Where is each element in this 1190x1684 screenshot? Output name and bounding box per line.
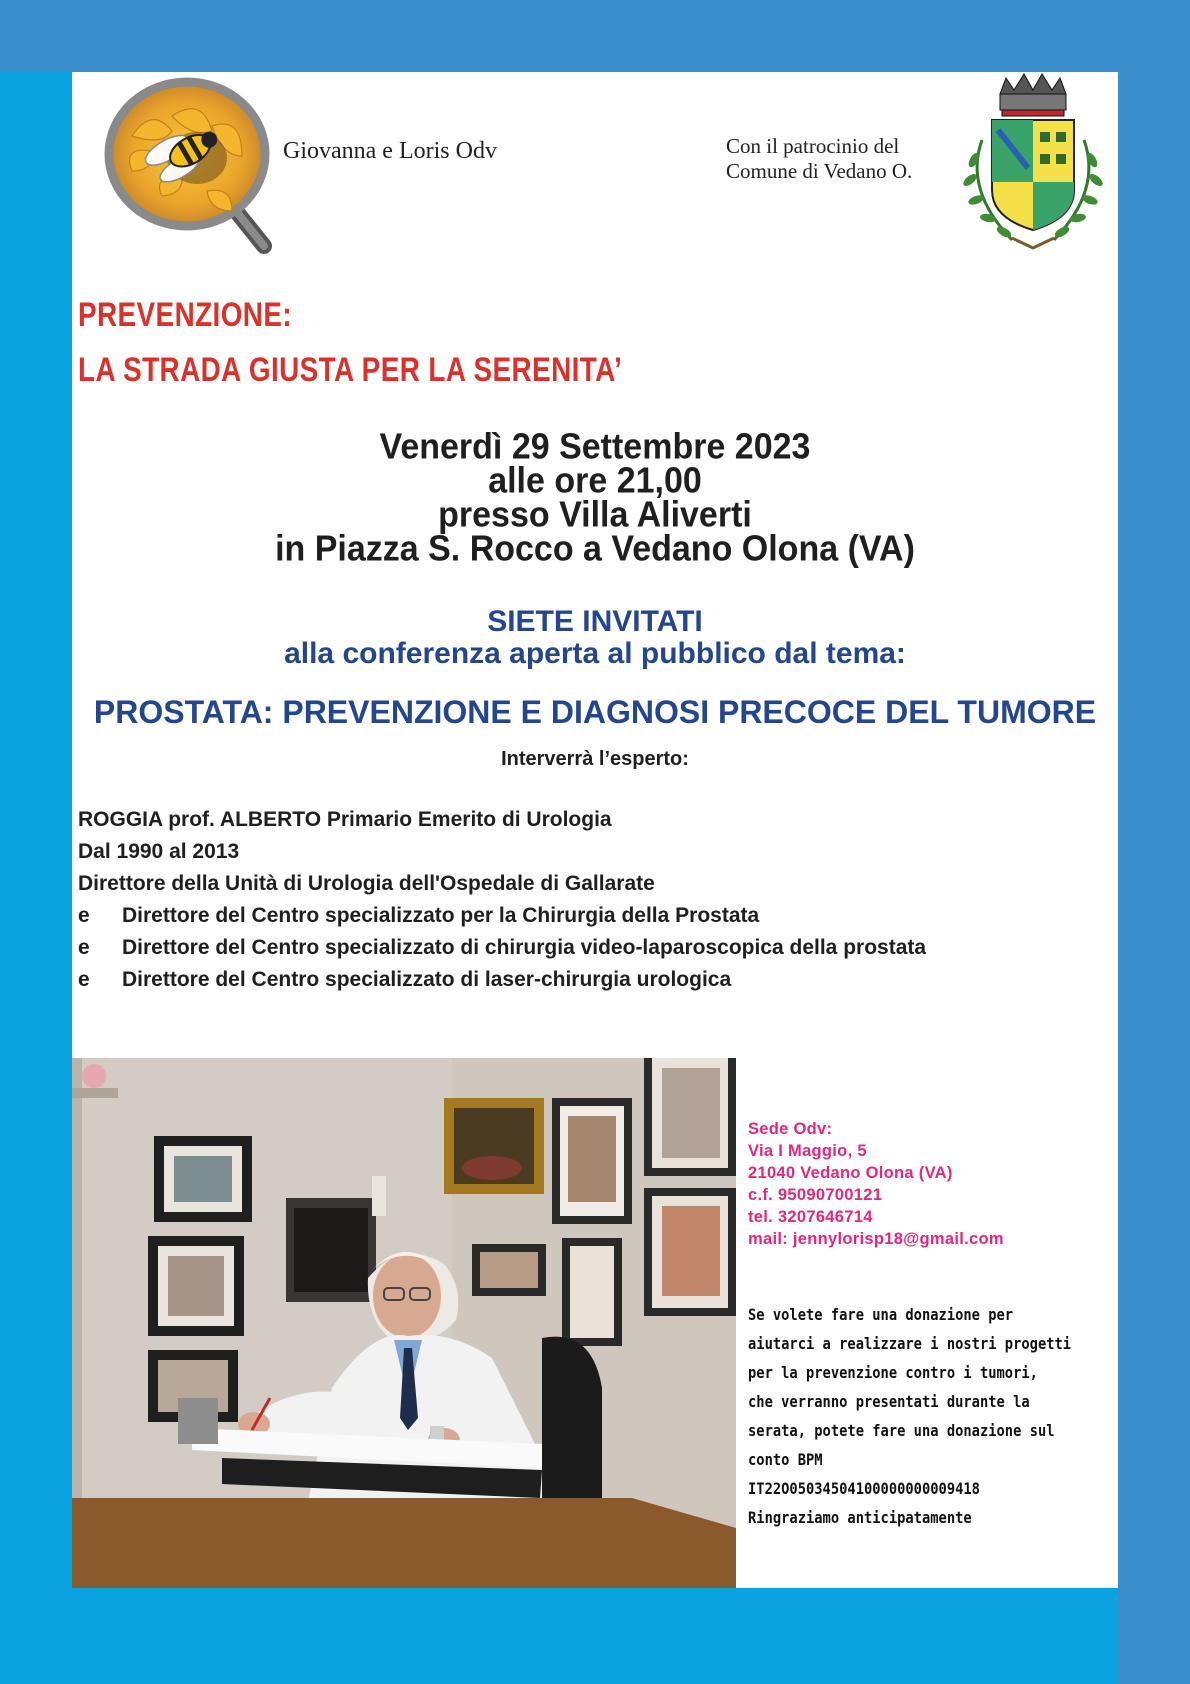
sede-line: c.f. 95090700121 xyxy=(748,1186,883,1204)
bio-bullet-text: Direttore del Centro specializzato di laser-chirurgia urologica xyxy=(122,968,732,991)
donation-line: che verranno presentati durante la xyxy=(748,1392,1030,1411)
sede-line: tel. 3207646714 xyxy=(748,1208,873,1226)
invite-line-2: alla conferenza aperta al pubblico dal tema: xyxy=(284,637,906,670)
frame-top-band xyxy=(0,0,1190,72)
sede-line: 21040 Vedano Olona (VA) xyxy=(748,1164,953,1182)
magnifier-bee-logo-icon xyxy=(92,76,292,266)
bio-bullet-text: Direttore del Centro specializzato per la Chirurgia della Prostata xyxy=(122,904,760,927)
event-venue: presso Villa Aliverti xyxy=(438,495,752,535)
bio-line: Dal 1990 al 2013 xyxy=(78,840,240,863)
event-date: Venerdì 29 Settembre 2023 xyxy=(379,427,811,467)
donation-line: Ringraziamo anticipatamente xyxy=(748,1508,972,1527)
event-time: alle ore 21,00 xyxy=(488,461,702,501)
sede-info xyxy=(748,1118,1004,1250)
headline-line-2: LA STRADA GIUSTA PER LA SERENITA’ xyxy=(78,351,623,389)
donation-line: per la prevenzione contro i tumori, xyxy=(748,1363,1038,1382)
donation-line: aiutarci a realizzare i nostri progetti xyxy=(748,1334,1072,1353)
event-info xyxy=(72,427,1118,569)
bio-bullet-item xyxy=(78,932,926,964)
donation-line: conto BPM xyxy=(748,1450,823,1469)
patronage-text xyxy=(726,134,912,184)
bio-line: Direttore della Unità di Urologia dell'Ospedale di Gallarate xyxy=(78,872,655,895)
comune-crest-icon xyxy=(952,72,1114,256)
sede-line: Sede Odv: xyxy=(748,1120,833,1138)
conference-topic: PROSTATA: PREVENZIONE E DIAGNOSI PRECOCE DEL TUMORE xyxy=(93,694,1097,730)
flyer-page xyxy=(72,72,1118,1588)
bio-bullet-text: Direttore del Centro specializzato di chirurgia video-laparoscopica della prostata xyxy=(122,936,927,959)
headline xyxy=(78,288,622,398)
event-address: in Piazza S. Rocco a Vedano Olona (VA) xyxy=(275,529,915,569)
bullet-marker: e xyxy=(78,968,90,991)
expert-bio xyxy=(78,804,926,996)
doctor-photo-icon xyxy=(72,1058,736,1588)
donation-iban: IT22O05034504100000000009418 xyxy=(748,1479,980,1498)
bullet-marker: e xyxy=(78,936,90,959)
donation-info xyxy=(748,1300,1072,1532)
frame-right-band xyxy=(1118,0,1190,1684)
donation-line: Se volete fare una donazione per xyxy=(748,1305,1014,1324)
headline-line-1: PREVENZIONE: xyxy=(78,296,293,334)
patronage-line-1: Con il patrocinio del xyxy=(726,134,900,158)
sede-email: mail: jennylorisp18@gmail.com xyxy=(748,1230,1004,1248)
org-name: Giovanna e Loris Odv xyxy=(283,138,497,164)
bio-line: ROGGIA prof. ALBERTO Primario Emerito di Urologia xyxy=(78,808,612,831)
patronage-line-2: Comune di Vedano O. xyxy=(726,159,913,183)
bullet-marker: e xyxy=(78,904,90,927)
donation-line: serata, potete fare una donazione sul xyxy=(748,1421,1055,1440)
sede-line: Via I Maggio, 5 xyxy=(748,1142,867,1160)
bio-bullet-item xyxy=(78,964,926,996)
invite-line-1: SIETE INVITATI xyxy=(487,605,703,638)
expert-intro: Interverrà l’esperto: xyxy=(501,748,689,770)
invite-block xyxy=(72,606,1118,670)
bio-bullet-item xyxy=(78,900,926,932)
